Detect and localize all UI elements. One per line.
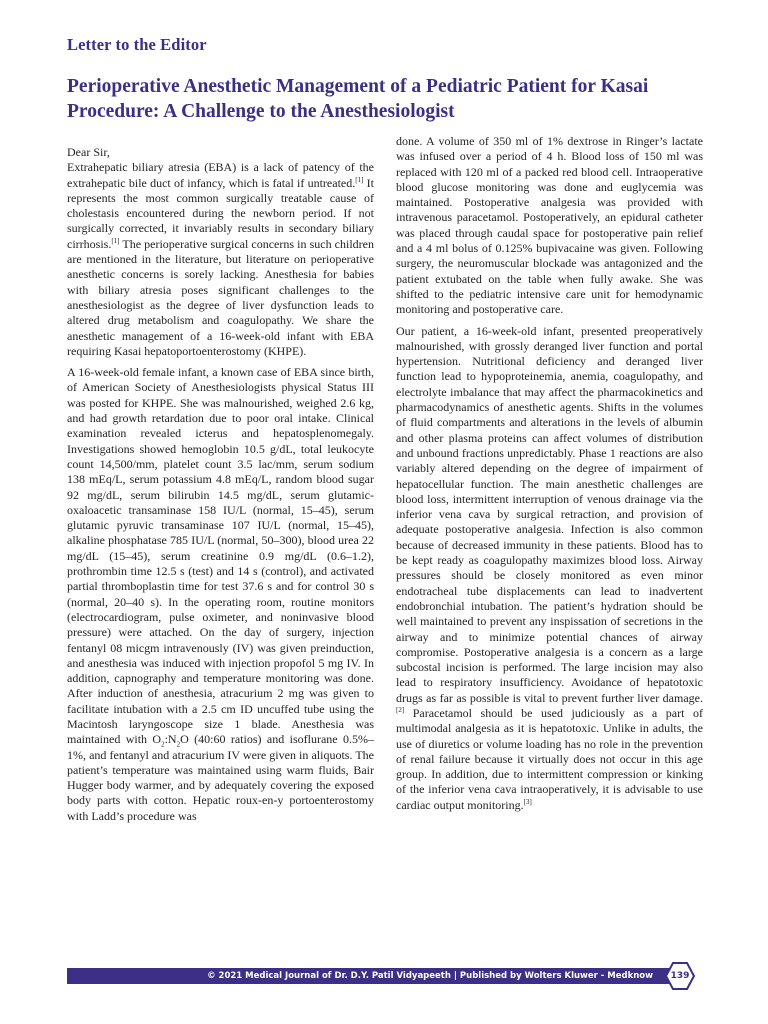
paragraph-case: A 16-week-old female infant, a known case of EBA since birth, of American Society of Anesthesiologists physical Status III was posted for KHPE. She was malnourished, weighed 2.6 kg, and had growth retardation due to poor oral intake. Clinical examination revealed icterus and hepatosplenomegaly. Investigations showed hemoglobin 10.5 g/dL, total leukocyte count 14,500/mm, platelet count 3.5 lac/mm, serum sodium 138 mEq/L, serum potassium 4.8 mEq/L, random blood sugar 92 mg/dL, serum bilirubin 14.5 mg/dL, serum glutamic-oxaloacetic transaminase 158 IU/L (normal, 15–45), serum glutamic pyruvic transaminase 107 IU/L (normal, 15–45), alkaline phosphatase 785 IU/L (normal, 50–300), blood urea 22 mg/dL (15–45), serum creatinine 0.9 mg/dL (0.6–1.2), prothrombin time 12.5 s (test) and 14 s (control), and activated partial thromboplastin time for test 37.6 s and for control 30 s (normal, 20–40 s). In the operating room, routine monitors (electrocardiogram, pulse oximeter, and noninvasive blood pressure) were attached. On the day of surgery, injection fentanyl 08 micgm intravenously (IV) was given preinduction, and anesthesia was induced with injection propofol 5 mg IV. In addition, capnography and temperature monitoring was done. After induction of anesthesia, atracurium 2 mg was given to facilitate intubation with a 2.5 cm ID uncuffed tube using the Macintosh laryngoscope size 1 blade. Anesthesia was maintained with $O_2:N_2O$ (40:60 ratios) and isoflurane 0.5%–1%, and fentanyl and atracurium IV were given in aliquots. The patient’s temperature was maintained using warm fluids, Bair Hugger body warmer, and by adequately covering the exposed body parts with cotton. Hepatic roux-en-y portoenterostomy with Ladd’s procedure was bbox=[67, 365, 374, 823]
citation-ref: [3] bbox=[523, 797, 532, 806]
body-column-right bbox=[396, 134, 703, 819]
body-column-left bbox=[67, 145, 374, 830]
section-label: Letter to the Editor bbox=[67, 35, 207, 54]
paragraph-discussion: Our patient, a 16-week-old infant, presented preoperatively malnourished, with grossly deranged liver function and portal hypertension. Nutritional deficiency and deranged liver function lead to hypoproteinemia, anemia, coagulopathy, and electrolyte imbalance that may affect the pharmacokinetics and pharmacodynamics of anesthetic agents. Shifts in the volumes of fluid compartments and alterations in the levels of albumin and other plasma proteins can affect volumes of distribution and unbound fractions unpredictably. Phase 1 reactions are also variably altered depending on the degree of impairment of hepatocellular function. The main anesthetic challenges are blood loss, intermittent interruption of venous drainage via the inferior vena cava by surgical retraction, and provision of adequate postoperative analgesia. Infection is also common because of decreased immunity in these patients. Blood has to be kept ready as coagulopathy maximizes blood loss. Airway pressures should be closely monitored as even minor endotracheal tube displacements can lead to inadvertent endobronchial intubation. The patient’s hydration should be well maintained to prevent any inspissation of secretions in the airway and to minimize potential chances of airway compromise. Postoperative analgesia is a concern as a large subcostal incision is performed. The large incision may also lead to respiratory insufficiency. Avoidance of hepatotoxic drugs as far as possible is vital to prevent further liver damage.[2] Paracetamol should be used judiciously as a part of multimodal analgesia as it is hepatotoxic. Unlike in adults, the use of diuretics or volume loading has no role in the prevention of renal failure because it virtually does not occur in this age group. In addition, due to intermittent compression or kinking of the inferior vena cava intraoperatively, it is advisable to use cardiac output monitoring.[3] bbox=[396, 323, 703, 812]
footer-copyright: © 2021 Medical Journal of Dr. D.Y. Patil Vidyapeeth | Published by Wolters Kluwer - Medknow bbox=[207, 971, 653, 981]
citation-ref: [1] bbox=[355, 175, 364, 184]
paragraph-case-continued: done. A volume of 350 ml of 1% dextrose in Ringer’s lactate was infused over a period of 4 h. Blood loss of 150 ml was replaced with 120 ml of a packed red blood cell. Intraoperative blood glucose monitoring was done and euglycemia was maintained. Postoperative analgesia was provided with intravenous paracetamol. Postoperatively, an epidural catheter was placed through caudal space for postoperative pain relief and a 4 ml bolus of 0.125% bupivacaine was given. Following surgery, the neuromuscular blockade was antagonized and the patient extubated on the table when fully awake. She was shifted to the pediatric intensive care unit for hemodynamic monitoring and postoperative care. bbox=[396, 134, 703, 317]
footer-bar bbox=[67, 968, 671, 984]
citation-ref: [1] bbox=[111, 236, 120, 245]
article-title: Perioperative Anesthetic Management of a Pediatric Patient for Kasai Procedure: A Challenge to the Anesthesiologist bbox=[67, 76, 649, 122]
page-number-badge bbox=[664, 962, 696, 990]
salutation: Dear Sir, bbox=[67, 145, 110, 159]
citation-ref: [2] bbox=[396, 705, 405, 714]
page-number: 139 bbox=[670, 971, 690, 981]
paragraph-intro: Extrahepatic biliary atresia (EBA) is a lack of patency of the extrahepatic bile duct of infancy, which is fatal if untreated.[1] It represents the most common surgically treatable cause of cholestasis encountered during the newborn period. If not surgically corrected, it invariably results in secondary biliary cirrhosis.[1] The perioperative surgical concerns in such children are mentioned in the literature, but literature on perioperative anesthetic concerns is sorely lacking. Anesthesia for babies with biliary atresia poses significant challenges to the anesthesiologist as the degree of liver dysfunction leads to altered drug metabolism and coagulopathy. We share the anesthetic management of a 16-week-old infant with EBA requiring Kasai hepatoportoenterostomy (KHPE). bbox=[67, 160, 374, 358]
